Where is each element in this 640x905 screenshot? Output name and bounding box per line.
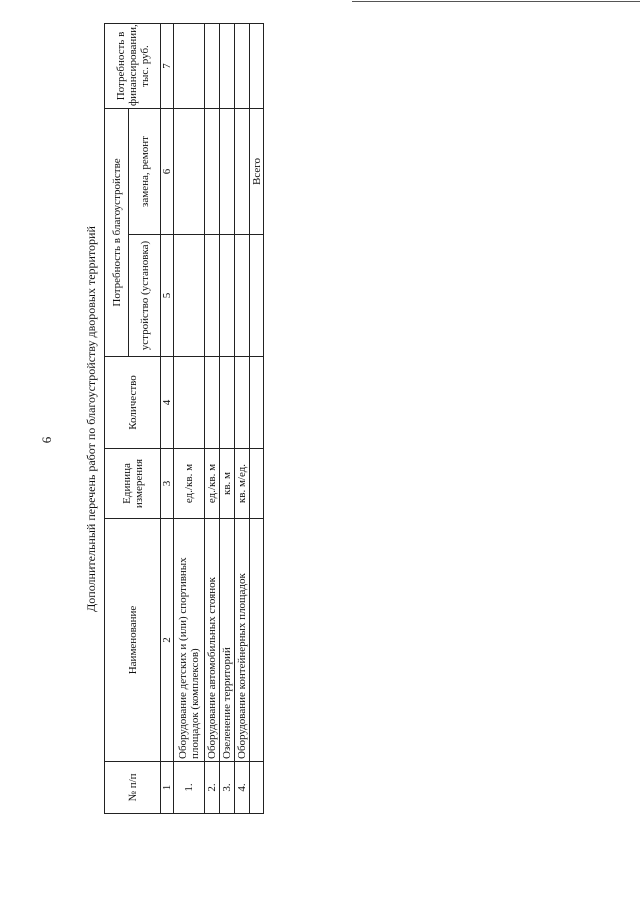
header-num: № п/п bbox=[105, 762, 161, 814]
row-unit: ед./кв. м bbox=[205, 449, 220, 519]
page-number: 6 bbox=[39, 436, 54, 444]
row-finance bbox=[205, 24, 220, 109]
row-unit: кв. м bbox=[220, 449, 235, 519]
header-qty: Количество bbox=[105, 357, 161, 449]
table-row bbox=[174, 24, 205, 814]
total-row bbox=[250, 24, 264, 814]
row-qty bbox=[220, 357, 235, 449]
document-title: Дополнительный перечень работ по благоустройству дворовых территорий bbox=[84, 226, 98, 612]
row-repair bbox=[205, 109, 220, 235]
row-name: Оборудование контейнерных площадок bbox=[235, 519, 250, 762]
row-num: 1. bbox=[174, 762, 205, 814]
row-name: Оборудование автомобильных стоянок bbox=[205, 519, 220, 762]
column-numbers-row bbox=[161, 24, 174, 814]
row-finance bbox=[174, 24, 205, 109]
header-unit: Единица измерения bbox=[105, 449, 161, 519]
row-num: 4. bbox=[235, 762, 250, 814]
total-empty bbox=[250, 235, 264, 357]
row-qty bbox=[174, 357, 205, 449]
header-finance: Потребность в финансировании, тыс. руб. bbox=[105, 24, 161, 109]
row-name: Оборудование детских и (или) спортивных площадок (комплексов) bbox=[174, 519, 205, 762]
row-qty bbox=[235, 357, 250, 449]
header-row bbox=[105, 24, 129, 814]
row-install bbox=[235, 235, 250, 357]
total-empty bbox=[250, 357, 264, 449]
total-label: Всего bbox=[250, 109, 264, 235]
col-number: 6 bbox=[161, 109, 174, 235]
works-table bbox=[104, 23, 264, 814]
row-num: 2. bbox=[205, 762, 220, 814]
row-num: 3. bbox=[220, 762, 235, 814]
header-name: Наименование bbox=[105, 519, 161, 762]
col-number: 7 bbox=[161, 24, 174, 109]
row-repair bbox=[235, 109, 250, 235]
total-empty bbox=[250, 762, 264, 814]
table-frame bbox=[80, 24, 270, 814]
col-number: 4 bbox=[161, 357, 174, 449]
total-empty bbox=[250, 519, 264, 762]
total-finance bbox=[250, 24, 264, 109]
header-need-group: Потребность в благоустройстве bbox=[105, 109, 129, 357]
row-finance bbox=[235, 24, 250, 109]
table-row bbox=[235, 24, 250, 814]
col-number: 5 bbox=[161, 235, 174, 357]
total-empty bbox=[250, 449, 264, 519]
col-number: 1 bbox=[161, 762, 174, 814]
header-install: устройство (установка) bbox=[129, 235, 161, 357]
row-repair bbox=[220, 109, 235, 235]
row-install bbox=[174, 235, 205, 357]
row-install bbox=[220, 235, 235, 357]
col-number: 3 bbox=[161, 449, 174, 519]
table-row bbox=[205, 24, 220, 814]
top-rule bbox=[352, 1, 640, 2]
col-number: 2 bbox=[161, 519, 174, 762]
row-name: Озеленение территорий bbox=[220, 519, 235, 762]
header-repair: замена, ремонт bbox=[129, 109, 161, 235]
row-repair bbox=[174, 109, 205, 235]
row-unit: кв. м/ед. bbox=[235, 449, 250, 519]
row-unit: ед./кв. м bbox=[174, 449, 205, 519]
row-finance bbox=[220, 24, 235, 109]
row-install bbox=[205, 235, 220, 357]
row-qty bbox=[205, 357, 220, 449]
table-row bbox=[220, 24, 235, 814]
